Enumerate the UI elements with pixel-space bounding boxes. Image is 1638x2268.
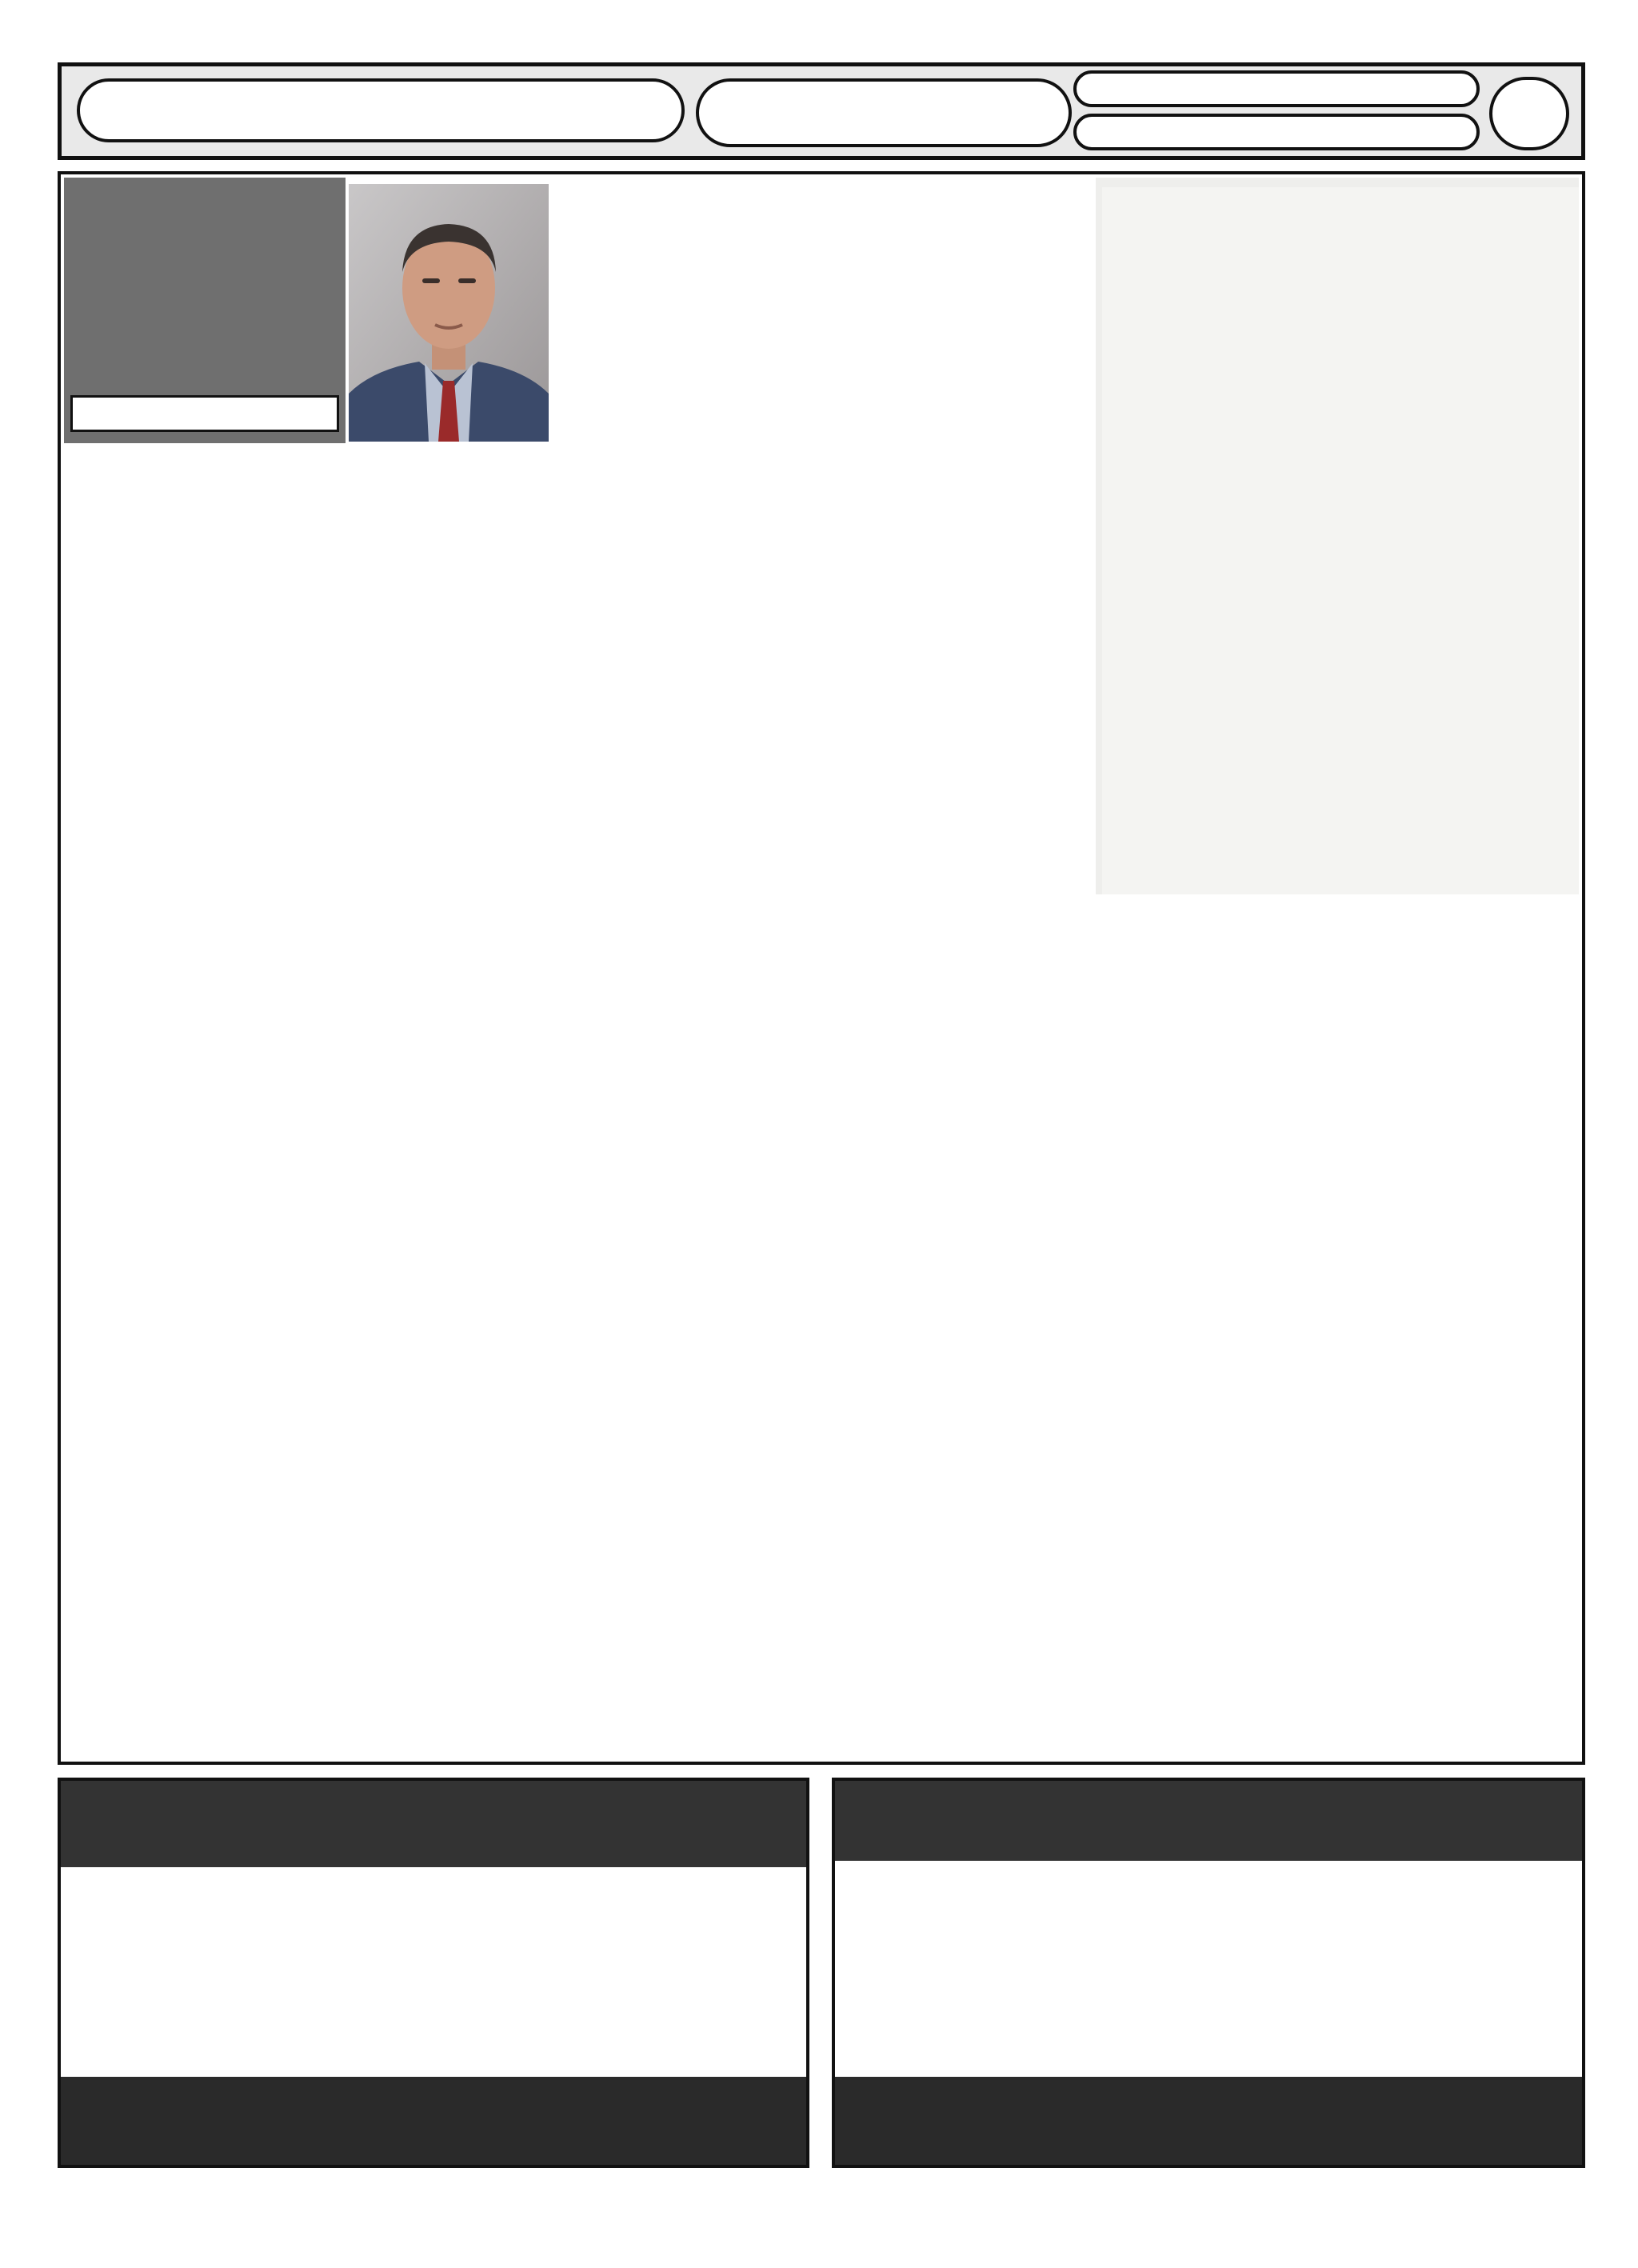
website-link-1[interactable] xyxy=(1073,70,1480,107)
author-email[interactable] xyxy=(70,395,339,432)
ad-contact-phone[interactable] xyxy=(835,2077,1582,2165)
author-photo xyxy=(349,184,549,442)
ad-header xyxy=(61,1781,806,1867)
page-number xyxy=(1489,77,1569,150)
ad-contact-phone[interactable] xyxy=(61,2077,806,2165)
book-set-photo xyxy=(1096,178,1579,894)
classified-ad-apartment xyxy=(58,1778,809,2168)
issue-date xyxy=(696,78,1072,147)
brand-pill xyxy=(77,78,685,142)
classified-ad-house xyxy=(832,1778,1585,2168)
ad-header xyxy=(835,1781,1582,1861)
website-link-2[interactable] xyxy=(1073,114,1480,150)
